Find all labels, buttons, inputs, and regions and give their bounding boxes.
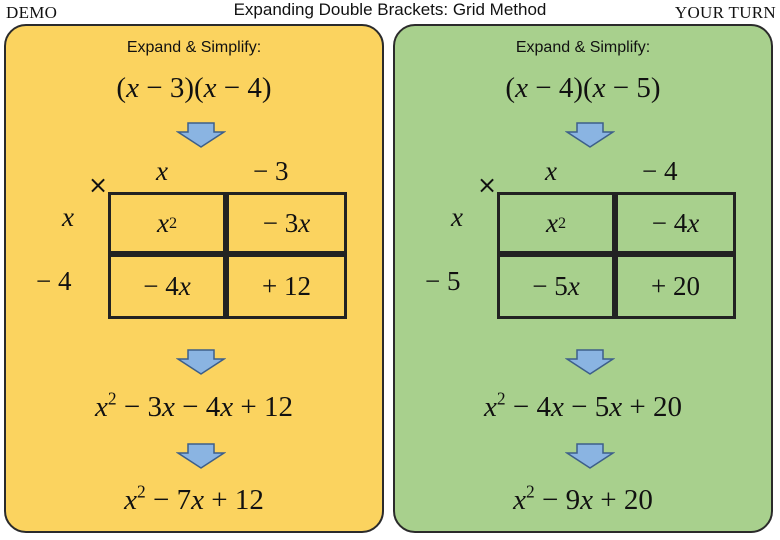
demo-col-header-1: − 3: [253, 156, 289, 186]
your-turn-down-arrow-icon-1: [565, 122, 615, 148]
your-turn-multiplication-grid: [497, 192, 736, 319]
your-turn-expanded-expression: $x^2 - 4x - 5x + 20$: [484, 388, 682, 423]
demo-down-arrow-icon-1: [176, 122, 226, 148]
demo-col-header-0: x: [156, 156, 168, 186]
demo-down-arrow-icon-3: [176, 443, 226, 469]
your-turn-row-header-1: − 5: [425, 266, 461, 296]
your-turn-expression: (x − 4)(x − 5): [505, 72, 661, 104]
your-turn-label: YOUR TURN: [674, 3, 776, 22]
demo-grid-cell: − 4 x: [108, 254, 226, 319]
your-turn-col-header-1: − 4: [642, 156, 678, 186]
demo-multiply-icon: ×: [88, 171, 109, 199]
your-turn-col-header-0: x: [545, 156, 557, 186]
your-turn-row-header-0: x: [451, 202, 463, 232]
your-turn-grid-cell: + 20: [615, 254, 736, 319]
your-turn-grid-cell: x 2: [497, 192, 615, 254]
page-title: Expanding Double Brackets: Grid Method: [233, 0, 547, 19]
demo-row-header-0: x: [62, 202, 74, 232]
demo-label: DEMO: [6, 3, 58, 22]
demo-simplified-expression: $x^2 - 7x + 12$: [124, 481, 264, 516]
demo-expression: (x − 3)(x − 4): [116, 72, 272, 104]
demo-panel: [4, 24, 384, 533]
demo-row-header-1: − 4: [36, 266, 72, 296]
your-turn-multiply-icon: ×: [477, 171, 498, 199]
demo-instruction: Expand & Simplify:: [126, 39, 262, 56]
demo-multiplication-grid: [108, 192, 347, 319]
your-turn-grid-cell: − 4 x: [615, 192, 736, 254]
demo-grid-cell: − 3 x: [226, 192, 347, 254]
demo-grid-cell: + 12: [226, 254, 347, 319]
your-turn-panel: [393, 24, 773, 533]
your-turn-down-arrow-icon-2: [565, 349, 615, 375]
demo-expanded-expression: $x^2 - 3x - 4x + 12$: [95, 388, 293, 423]
your-turn-grid-cell: − 5 x: [497, 254, 615, 319]
demo-grid-cell: x 2: [108, 192, 226, 254]
your-turn-instruction: Expand & Simplify:: [515, 39, 651, 56]
your-turn-down-arrow-icon-3: [565, 443, 615, 469]
demo-down-arrow-icon-2: [176, 349, 226, 375]
your-turn-simplified-expression: $x^2 - 9x + 20$: [513, 481, 653, 516]
